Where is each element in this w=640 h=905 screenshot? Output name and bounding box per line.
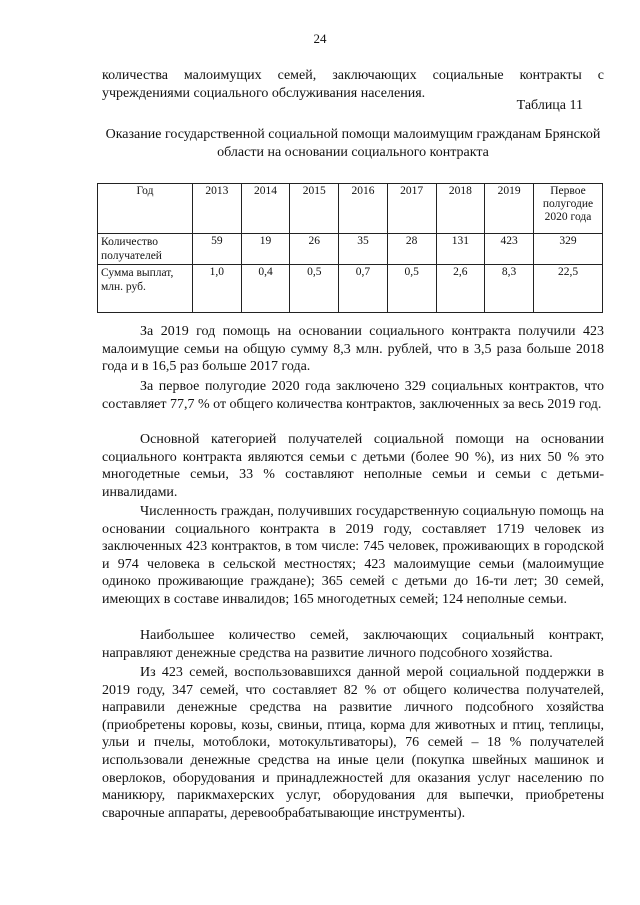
body-paragraph: Из 423 семей, воспользовавшихся данной мерой социальной поддержки в 2019 году, 347 семей, что составляет 82 % от общего количества получателей, направили денежные средства на развитие личного подсобного хозяйства (приобретены коровы, козы, свиньи, птица, корма для животных и птиц, теплицы, ульи и пчелы, мотоблоки, мотокультиваторы), 76 семей – 18 % получателей использовали денежные средства на иные цели (покупка швейных машинок и оверлоков, оборудования и принадлежностей для оказания услуг населению по маникюру, парикмахерских услуг, оборудования для выпечки, приобретены сварочные аппараты, деревообрабатывающие инструменты). xyxy=(102,665,604,821)
table-cell: 0,7 xyxy=(339,265,388,313)
page-number: 24 xyxy=(313,31,327,46)
table-cell: 59 xyxy=(193,234,242,265)
body-paragraph: Основной категорией получателей социальной помощи на основании социального контракта являются семьи с детьми (более 90 %), из них 50 % это многодетные семьи, 33 % составляют неполные семьи и семьи с детьми-инвалидами. xyxy=(102,432,604,500)
header-cell-2017: 2017 xyxy=(387,184,436,234)
table-cell: 35 xyxy=(339,234,388,265)
body-paragraph: За 2019 год помощь на основании социального контракта получили 423 малоимущие семьи на общую сумму 8,3 млн. рублей, что в 3,5 раза больше 2018 года и в 16,5 раз больше 2017 года. xyxy=(102,324,604,375)
intro-paragraph: количества малоимущих семей, заключающих социальные контракты с учреждениями социального обслуживания населения. xyxy=(102,68,604,101)
header-cell-2019: 2019 xyxy=(485,184,534,234)
row-label-payments: Сумма выплат, млн. руб. xyxy=(98,265,193,313)
table-cell: 2,6 xyxy=(436,265,485,313)
header-cell-2013: 2013 xyxy=(193,184,242,234)
row-label-recipients: Количество получателей xyxy=(98,234,193,265)
table-title: Оказание государственной социальной помощи малоимущим гражданам Брянской области на основании социального контракта xyxy=(105,127,601,160)
table-cell: 0,5 xyxy=(290,265,339,313)
header-cell-2014: 2014 xyxy=(241,184,290,234)
table-row xyxy=(98,234,603,265)
body-paragraph: За первое полугодие 2020 года заключено 329 социальных контрактов, что составляет 77,7 % от общего количества контрактов, заключенных за весь 2019 год. xyxy=(102,379,604,412)
body-paragraph: Численность граждан, получивших государственную социальную помощь на основании социального контракта в 2019 году, составляет 1719 человек из заключенных 423 контрактов, в том числе: 745 человек, проживающих в городской и 974 человека в сельской местностях; 423 малоимущие семьи (малоимущие одиноко проживающие граждане); 365 семей с детьми до 16-ти лет; 30 семей, имеющих в составе инвалидов; 165 многодетных семей; 124 неполные семьи. xyxy=(102,504,604,607)
table-cell: 19 xyxy=(241,234,290,265)
header-cell-2015: 2015 xyxy=(290,184,339,234)
header-cell-2020-half: Первое полугодие 2020 года xyxy=(534,184,603,234)
table-label: Таблица 11 xyxy=(516,98,583,113)
table-cell: 26 xyxy=(290,234,339,265)
table-cell: 131 xyxy=(436,234,485,265)
table-cell: 0,5 xyxy=(387,265,436,313)
header-cell-year: Год xyxy=(98,184,193,234)
table-cell: 423 xyxy=(485,234,534,265)
header-cell-2018: 2018 xyxy=(436,184,485,234)
table-cell: 8,3 xyxy=(485,265,534,313)
table-cell: 329 xyxy=(534,234,603,265)
header-cell-2016: 2016 xyxy=(339,184,388,234)
body-paragraph: Наибольшее количество семей, заключающих социальный контракт, направляют денежные средства на развитие личного подсобного хозяйства. xyxy=(102,628,604,661)
table-cell: 0,4 xyxy=(241,265,290,313)
table-cell: 1,0 xyxy=(193,265,242,313)
table-header-row xyxy=(98,184,603,234)
data-table xyxy=(97,183,603,313)
table-cell: 22,5 xyxy=(534,265,603,313)
table-row xyxy=(98,265,603,313)
table-cell: 28 xyxy=(387,234,436,265)
